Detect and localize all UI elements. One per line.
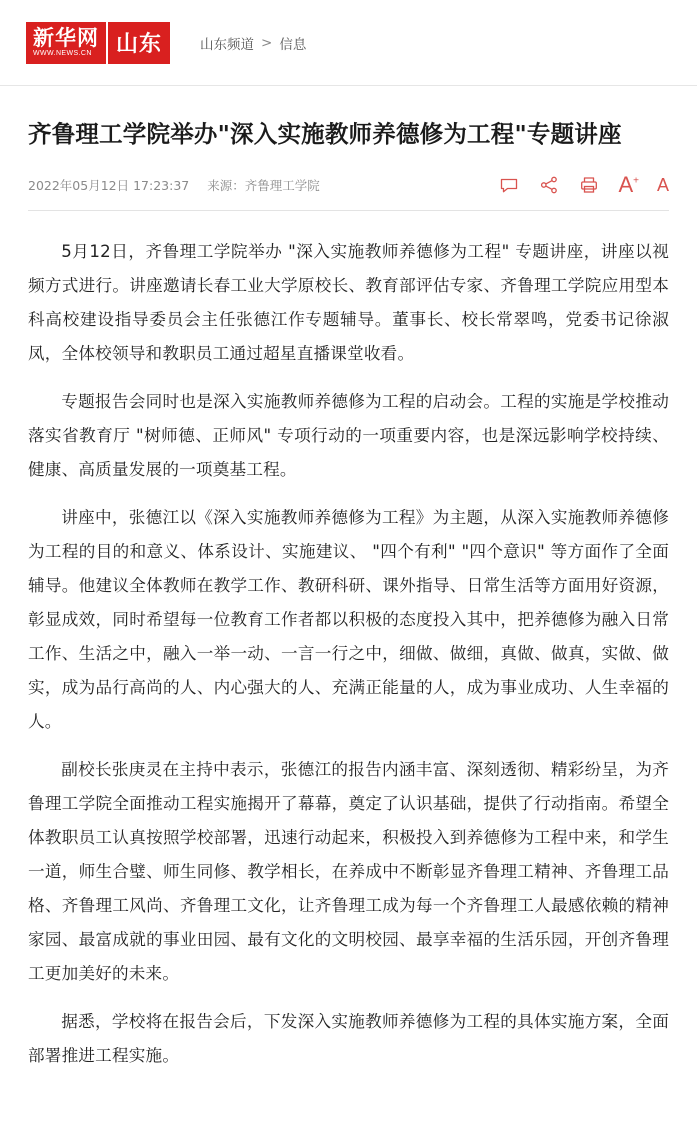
article-paragraph: 5月12日，齐鲁理工学院举办 "深入实施教师养德修为工程" 专题讲座，讲座以视频方式进行。讲座邀请长春工业大学原校长、教育部评估专家、齐鲁理工学院应用型本科高校建设指导委员会主任张德江作专题辅导。董事长、校长常翠鸣，党委书记徐淑凤，全体校领导和教职员工通过超星直播课堂收看。	[28, 242, 669, 363]
font-decrease-button[interactable]: A	[656, 175, 669, 195]
article-meta-bar	[28, 174, 669, 211]
comment-icon[interactable]	[498, 174, 520, 196]
print-icon[interactable]	[578, 174, 600, 196]
breadcrumb-channel[interactable]: 山东频道	[200, 36, 255, 53]
logo-text-en: WWW.NEWS.CN	[33, 50, 92, 57]
article-source	[207, 176, 320, 194]
font-increase-label: A	[618, 172, 634, 197]
article-paragraph: 副校长张庚灵在主持中表示，张德江的报告内涵丰富、深刻透彻、精彩纷呈，为齐鲁理工学院全面推动工程实施揭开了幕幕，奠定了认识基础，提供了行动指南。希望全体教职员工认真按照学校部署，迅速行动起来，积极投入到养德修为工程中来，和学生一道，师生合璧、师生同修、教学相长，在养成中不断彰显齐鲁理工精神、齐鲁理工品格、齐鲁理工风尚、齐鲁理工文化，让齐鲁理工成为每一个齐鲁理工人最感依赖的精神家园、最富成就的事业田园、最有文化的文明校园、最享幸福的生活乐园，开创齐鲁理工更加美好的未来。	[28, 760, 669, 983]
source-name: 齐鲁理工学院	[244, 178, 320, 193]
article-timestamp: 2022年05月12日 17:23:37	[28, 178, 190, 193]
article-paragraph: 讲座中，张德江以《深入实施教师养德修为工程》为主题，从深入实施教师养德修为工程的目的和意义、体系设计、实施建议、 "四个有利" "四个意识" 等方面作了全面辅导。他建议全体教师在教学工作、教研科研、课外指导、日常生活等方面用好资源，彰显成效，同时希望每一位教育工作者都以积极的态度投入其中，把养德修为融入日常工作、生活之中，融入一举一动、一言一行之中，细做、做细，真做、做真，实做、做实，成为品行高尚的人、内心强大的人、充满正能量的人，成为事业成功、人生幸福的人。	[28, 508, 669, 731]
site-header	[0, 0, 697, 86]
article-paragraph: 专题报告会同时也是深入实施教师养德修为工程的启动会。工程的实施是学校推动落实省教育厅 "树师德、正师风" 专项行动的一项重要内容，也是深远影响学校持续、健康、高质量发展的一项奠基工程。	[28, 392, 669, 479]
article-tools	[498, 174, 669, 196]
article-body	[28, 217, 669, 1127]
article-meta-left	[28, 176, 320, 194]
page-title: 齐鲁理工学院举办"深入实施教师养德修为工程"专题讲座	[28, 120, 622, 148]
breadcrumb-current[interactable]: 信息	[279, 36, 307, 53]
article-paragraph: 据悉，学校将在报告会后，下发深入实施教师养德修为工程的具体实施方案，全面部署推进工程实施。	[28, 1012, 669, 1065]
site-logo[interactable]	[26, 21, 170, 65]
font-increase-sup: +	[633, 175, 639, 187]
logo-text-cn: 新华网	[33, 26, 99, 50]
font-increase-button[interactable]	[618, 174, 639, 196]
article-container	[0, 86, 697, 1127]
share-icon[interactable]	[538, 174, 560, 196]
breadcrumb	[200, 33, 306, 53]
xinhua-logo[interactable]	[26, 22, 106, 64]
logo-region[interactable]: 山东	[108, 22, 170, 64]
breadcrumb-separator: >	[261, 34, 273, 51]
source-label: 来源：	[207, 178, 245, 193]
